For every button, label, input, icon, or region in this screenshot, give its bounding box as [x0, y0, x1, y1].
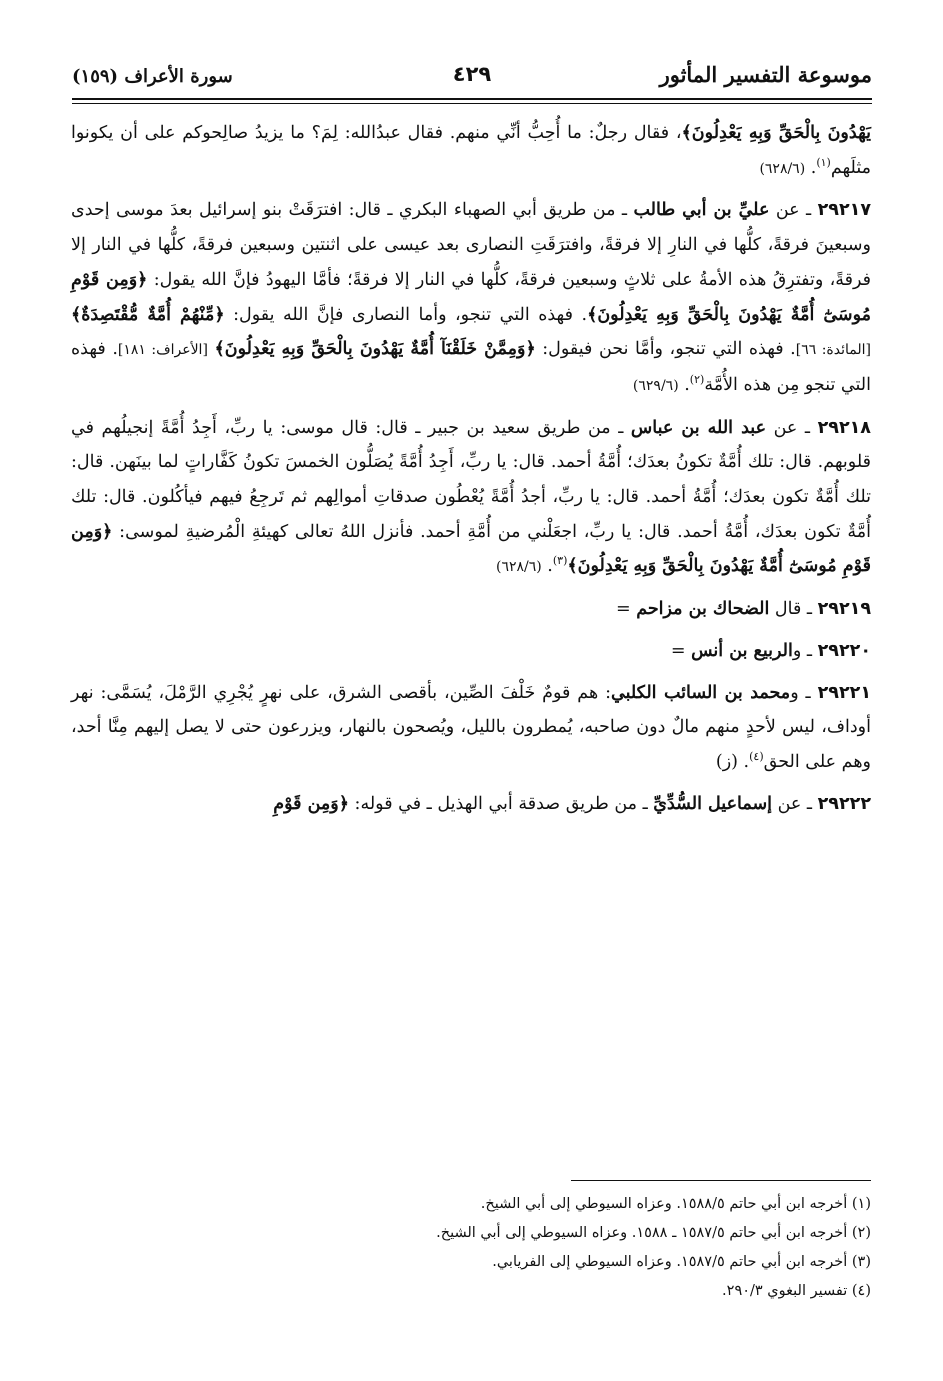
paragraph-text: ـ من طريق صدقة أبي الهذيل ـ في قوله: — [348, 793, 654, 814]
quran-verse: ﴿مِّنْهُمْ أُمَّةٌ مُّقْتَصِدَةٌ﴾ — [71, 304, 225, 325]
narrator-name: إسماعيل السُّدِّيِّ — [653, 793, 772, 814]
narration-number: ٢٩٢١٧ — [817, 200, 871, 221]
paragraph-text: . — [541, 556, 553, 577]
surah-title: سورة الأعراف (١٥٩) — [72, 66, 233, 87]
paragraph-text: ـ من طريق أبي الصهباء البكري ـ قال: افترَقَتْ بنو إسرائيل بعدَ موسى إحدى وسبعينَ فرقةً، كلُّها في النارِ إلا فرقةً، وافترَقَتِ النصارى بعد عيسى على اثنتين وسبعين فرقةً، كلُّها في النار إلا فرقةً، وتفترِقُ هذه الأمةُ على ثلاثٍ وسبعين فرقةً، كلُّها في النار إلا فرقةً؛ فأمَّا اليهودُ فإنَّ الله يقول: — [71, 200, 871, 290]
quran-verse: يَهْدُونَ بِالْحَقِّ وَبِهِ يَعْدِلُونَ﴾ — [681, 123, 872, 143]
narration-paragraph — [71, 676, 871, 780]
footnote: (١) أخرجه ابن أبي حاتم ١٥٨٨/٥. وعزاه السيوطي إلى أبي الشيخ. — [480, 1196, 871, 1212]
footnotes — [71, 1190, 871, 1306]
citation-reference: [المائدة: ٦٦] — [795, 342, 871, 359]
paragraph-text: = — [670, 640, 692, 661]
narration-number: ٢٩٢١٩ — [817, 599, 871, 620]
citation-reference: (٦٢٩/٦) — [632, 377, 679, 394]
paragraph-text: ـ قال — [769, 599, 818, 620]
paragraph-text: ـ عن — [772, 793, 818, 814]
paragraph-text: . — [805, 157, 817, 178]
narrator-name: عبد الله بن عباس — [630, 417, 767, 438]
paragraph-text: : هم قومٌ خَلْفَ الصِّين، بأقصى الشرق، على نهرٍ يُجْرِي الرَّمْلَ، يُسَمَّى: نهر أوداف، ليس لأحدٍ منهم مالٌ دون صاحبه، يُمطرون بالليل، ويُصحون بالنهار، ويزرعون حتى لا يصل إليهم مِنَّا أحد، وهم على الحق — [71, 682, 871, 772]
footnote-separator — [571, 1180, 871, 1181]
footnote: (٤) تفسير البغوي ٢٩٠/٣. — [722, 1283, 871, 1299]
quran-verse: ﴿وَمِن قَوْمِ مُوسَىٰٓ أُمَّةٌ يَهْدُونَ بِالْحَقِّ وَبِهِ يَعْدِلُونَ﴾ — [71, 521, 871, 577]
paragraph-text: . فهذه التي تنجو، وأمَّا نحن فيقول: — [535, 339, 796, 360]
narrator-name: الضحاك بن مزاحم — [636, 599, 770, 620]
paragraph-text: . فهذه التي تنجو، وأما النصارى فإنَّ الله يقول: — [224, 304, 588, 325]
narration-paragraph — [71, 634, 871, 669]
paragraph-text: ـ من طريق سعيد بن جبير ـ قال: قال موسى: يا ربِّ، أَجِدُ أُمَّةً إنجيلُهم في قلوبهم. قال: تلك أُمَّةٌ تكونُ بعدَك؛ أُمَّةُ أحمد. قال: يا ربِّ، أَجِدُ أُمَّةً يُصَلُّون الخمسَ تكونُ كَفَّاراتٍ لما بينَهن. قال: تلك أُمَّةٌ تكون بعدَك؛ أُمَّةُ أحمد. قال: يا ربِّ، أجدُ أُمَّةً يُعْطُون صدقاتِ أموالِهم ثم تَرجِعُ فيهم فيأكُلون. قال: تلك أُمَّةٌ تكون بعدَك، أُمَّةُ أحمد. قال: يا ربِّ، اجعَلْني من أُمَّةِ أحمد. فأنزل اللهُ تعالى كهيئةِ الْمُرضيةِ لموسى: — [71, 417, 871, 542]
narration-number: ٢٩٢١٨ — [817, 417, 871, 438]
paragraph-text: ـ عن — [769, 200, 818, 221]
quran-verse: ﴿وَمِن قَوْمِ — [273, 793, 349, 814]
citation-reference: (٦٢٨/٦) — [759, 160, 806, 177]
paragraph-text: ـ عن — [766, 417, 818, 438]
footnote: (٣) أخرجه ابن أبي حاتم ١٥٨٧/٥. وعزاه السيوطي إلى الفريابي. — [492, 1254, 871, 1270]
narration-paragraph — [71, 787, 871, 822]
narrator-name: عليِّ بن أبي طالب — [633, 200, 770, 221]
header-rule-thin — [72, 103, 872, 104]
narration-number: ٢٩٢٢١ — [817, 682, 871, 703]
page-header — [72, 62, 872, 106]
footnote-marker: (٢) — [689, 373, 705, 387]
paragraph-text: . (ز) — [715, 751, 750, 772]
narrator-name: محمد بن السائب الكلبي — [611, 682, 791, 703]
quran-verse: ﴿وَمِمَّنْ خَلَقْنَآ أُمَّةٌ يَهْدُونَ بِالْحَقِّ وَبِهِ يَعْدِلُونَ﴾ — [214, 339, 536, 360]
page-number: ٤٢٩ — [445, 62, 499, 86]
narration-number: ٢٩٢٢٢ — [817, 793, 871, 814]
book-title: موسوعة التفسير المأثور — [659, 62, 872, 87]
footnote-marker: (٤) — [749, 750, 764, 764]
narration-paragraph — [71, 411, 871, 586]
paragraph-text: ـ و — [792, 640, 818, 661]
footnote-marker: (١) — [816, 155, 831, 169]
footnote-marker: (٣) — [552, 554, 568, 568]
paragraph-text: = — [615, 599, 637, 620]
paragraph-text: . فهذه التي تنجو مِن هذه الأُمَّة — [71, 339, 871, 395]
narration-number: ٢٩٢٢٠ — [817, 640, 871, 661]
footnote: (٢) أخرجه ابن أبي حاتم ١٥٨٧/٥ ـ ١٥٨٨. وعزاه السيوطي إلى أبي الشيخ. — [436, 1225, 871, 1241]
narrator-name: الربيع بن أنس — [691, 640, 793, 661]
paragraph-text: ـ و — [790, 682, 818, 703]
paragraph-text: ، فقال رجلٌ: ما أُحِبُّ أنِّي منهم. فقال عبدُالله: لِمَ؟ ما يزيدُ صالِحوكم على أن يكونوا مثلَهم — [71, 123, 871, 178]
header-rule — [72, 98, 872, 100]
citation-reference: [الأعراف: ١٨١] — [117, 342, 208, 359]
main-text — [71, 116, 871, 828]
narration-paragraph — [71, 592, 871, 627]
narration-paragraph — [71, 116, 871, 186]
narration-paragraph — [71, 193, 871, 403]
citation-reference: (٦٢٨/٦) — [495, 559, 542, 576]
quran-verse: ﴿وَمِن قَوْمِ مُوسَىٰٓ أُمَّةٌ يَهْدُونَ بِالْحَقِّ وَبِهِ يَعْدِلُونَ﴾ — [71, 269, 872, 325]
paragraph-text: . — [678, 374, 690, 395]
